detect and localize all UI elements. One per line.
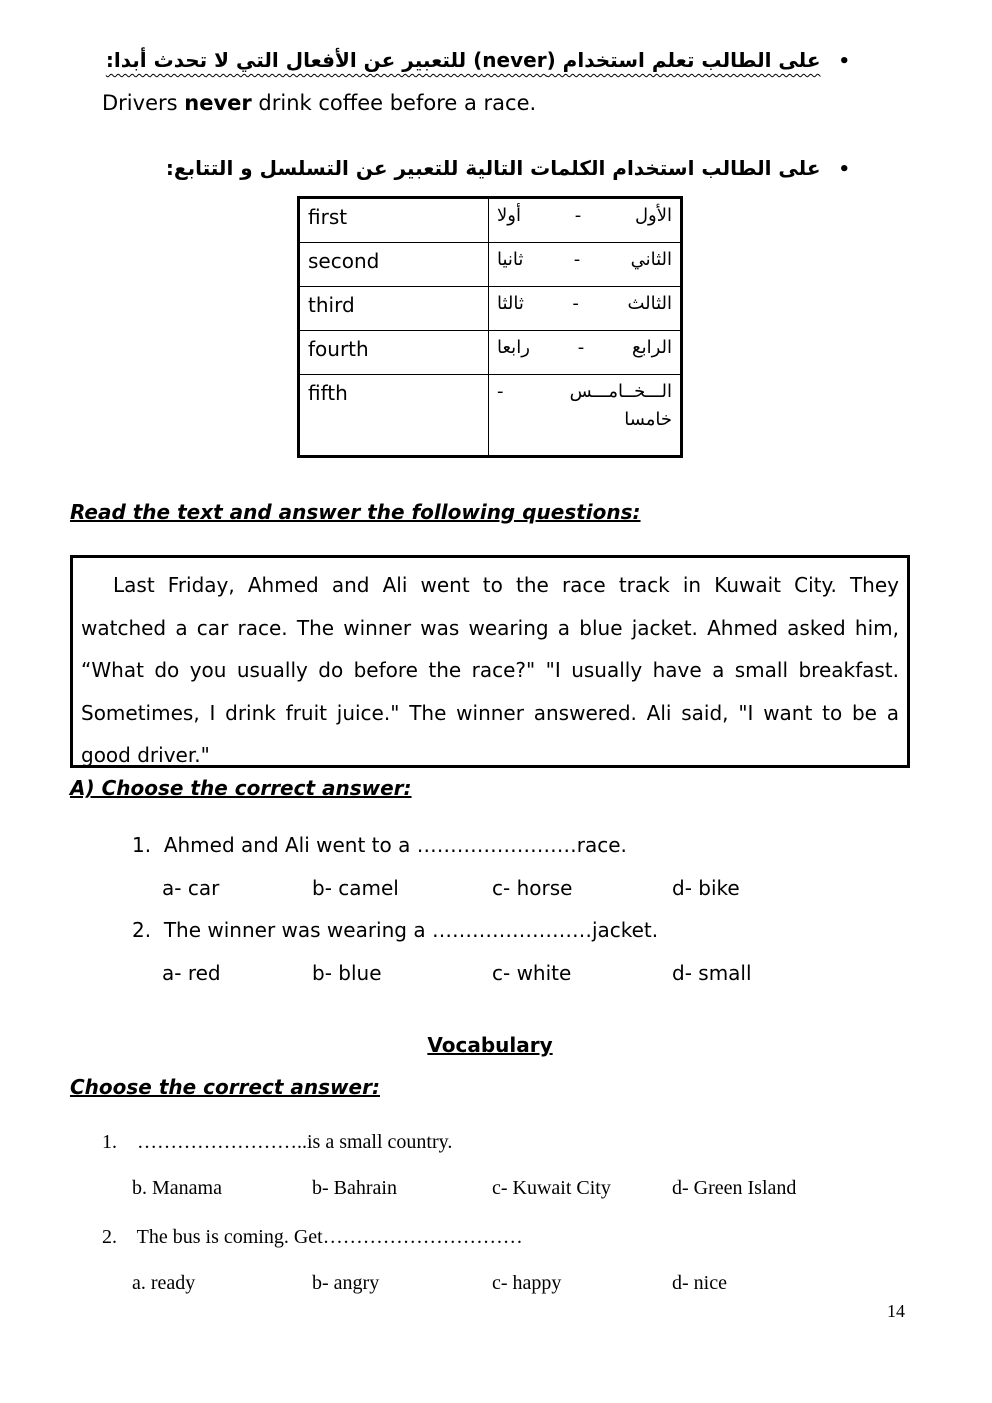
bullet-icon: • <box>838 159 850 180</box>
option-b: b- Bahrain <box>312 1177 397 1199</box>
table-row <box>299 331 682 375</box>
option-c: c- horse <box>492 876 573 900</box>
question-1: 1. Ahmed and Ali went to a ……………………race. <box>132 833 627 857</box>
question-2: 2. The winner was wearing a ……………………jacket. <box>132 918 659 942</box>
option-a: a- car <box>162 876 220 900</box>
option-b: b- blue <box>312 961 382 985</box>
option-a: a- red <box>162 961 221 985</box>
arabic-word-cell: الـــخــامـــس - خامسا <box>489 375 682 457</box>
example-sentence: Drivers never drink coffee before a race. <box>102 91 537 115</box>
english-word-cell: fourth <box>299 331 489 375</box>
english-word-cell: fifth <box>299 375 489 457</box>
option-b: b- camel <box>312 876 399 900</box>
option-a: b. Manama <box>132 1177 222 1199</box>
table-row <box>299 243 682 287</box>
vocab-question-2: 2. The bus is coming. Get………………………… <box>102 1226 523 1248</box>
vocabulary-heading: Choose the correct answer: <box>70 1075 380 1099</box>
table-row <box>299 375 682 457</box>
arabic-word-cell: الثاني - ثانيا <box>489 243 682 287</box>
arabic-word-cell: الأول - أولا <box>489 198 682 243</box>
section-a-heading: A) Choose the correct answer: <box>70 776 412 800</box>
arabic-word-cell: الرابع - رابعا <box>489 331 682 375</box>
option-d: d- small <box>672 961 752 985</box>
sequence-words-table <box>297 196 683 458</box>
option-d: d- bike <box>672 876 740 900</box>
vocabulary-title: Vocabulary <box>427 1033 553 1057</box>
option-c: c- happy <box>492 1272 562 1294</box>
vocab-question-1: 1. ……………………..is a small country. <box>102 1131 453 1153</box>
english-word-cell: third <box>299 287 489 331</box>
page-number: 14 <box>887 1301 905 1321</box>
option-d: d- Green Island <box>672 1177 797 1199</box>
reading-passage: Last Friday, Ahmed and Ali went to the race track in Kuwait City. They watched a car race. The winner was wearing a blue jacket. Ahmed asked him, “What do you usually do before the race?" "I usually have a small breakfast. Sometimes, I drink fruit juice." The winner answered. Ali said, "I want to be a good driver." <box>70 555 910 768</box>
reading-heading: Read the text and answer the following questions: <box>70 500 641 524</box>
option-d: d- nice <box>672 1272 727 1294</box>
table-row <box>299 198 682 243</box>
arabic-word-cell: الثالث - ثالثا <box>489 287 682 331</box>
english-word-cell: second <box>299 243 489 287</box>
option-a: a. ready <box>132 1272 196 1294</box>
arabic-instruction-never: •على الطالب تعلم استخدام (never) للتعبير عن الأفعال التي لا تحدث أبدا: <box>105 48 850 72</box>
arabic-instruction-sequence: •على الطالب استخدام الكلمات التالية للتعبير عن التسلسل و التتابع: <box>165 156 850 180</box>
table-row <box>299 287 682 331</box>
bullet-icon: • <box>838 51 850 72</box>
option-c: c- Kuwait City <box>492 1177 611 1199</box>
option-b: b- angry <box>312 1272 380 1294</box>
option-c: c- white <box>492 961 572 985</box>
english-word-cell: first <box>299 198 489 243</box>
